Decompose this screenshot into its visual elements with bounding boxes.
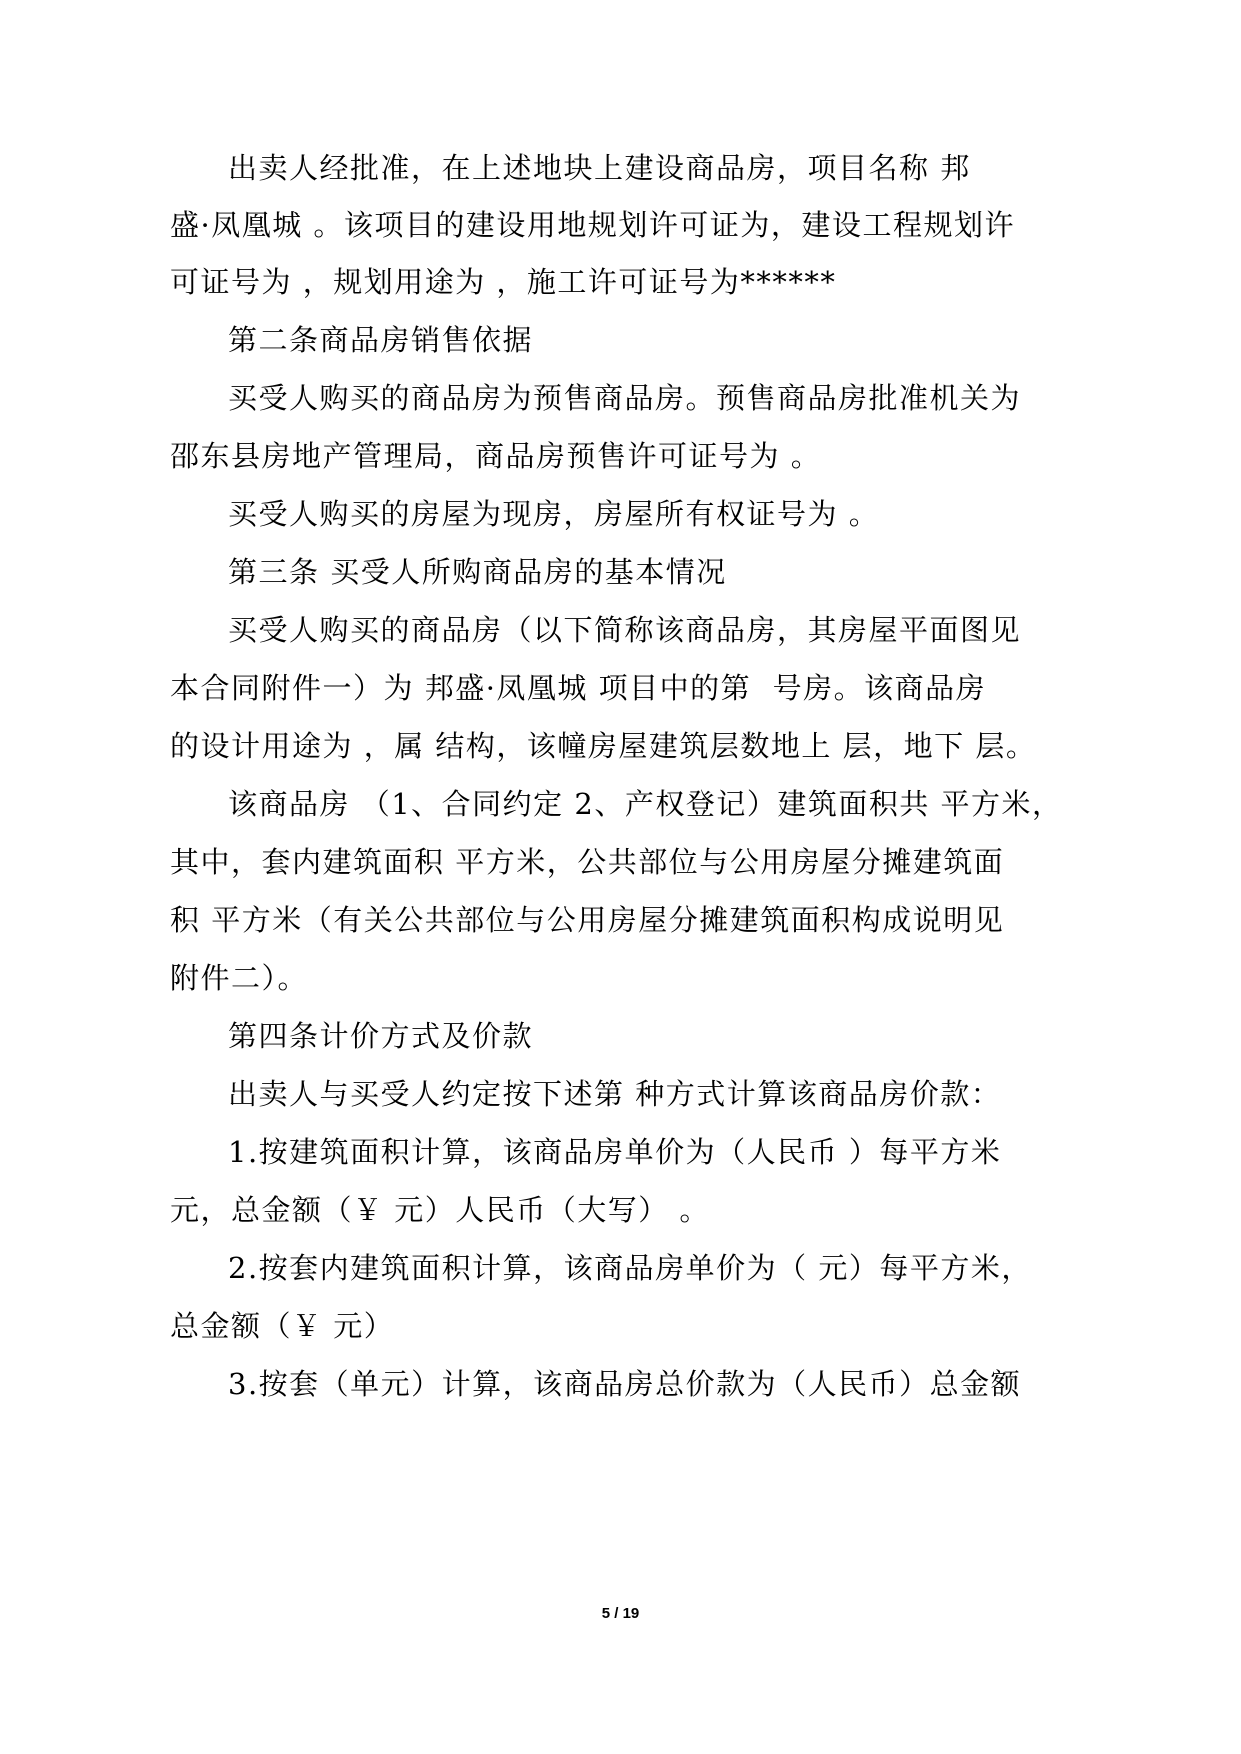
text-line: 本合同附件一）为 邦盛·凤凰城 项目中的第 号房。该商品房 [170, 671, 987, 705]
text-line: 其中，套内建筑面积 平方米，公共部位与公用房屋分摊建筑面 [170, 845, 1005, 879]
text-line: 的设计用途为 ，属 结构，该幢房屋建筑层数地上 层，地下 层。 [170, 729, 1037, 763]
text-line: 元，总金额（￥ 元）人民币（大写） 。 [170, 1193, 710, 1227]
text-line: 可证号为 ，规划用途为 ，施工许可证号为****** [170, 265, 837, 299]
text-line: 附件二）。 [170, 961, 309, 995]
text-line: 总金额（￥ 元） [170, 1309, 395, 1343]
text-line: 邵东县房地产管理局，商品房预售许可证号为 。 [170, 439, 822, 473]
section-heading: 第四条计价方式及价款 [228, 1019, 534, 1053]
page-number: 5 / 19 [601, 1605, 640, 1622]
section-heading: 第二条商品房销售依据 [228, 323, 534, 357]
section-heading: 第三条 买受人所购商品房的基本情况 [228, 555, 727, 589]
text-line: 盛·凤凰城 。该项目的建设用地规划许可证为，建设工程规划许 [170, 208, 1015, 242]
text-line: 3.按套（单元）计算，该商品房总价款为（人民币）总金额 [228, 1367, 1022, 1401]
text-line: 出卖人经批准，在上述地块上建设商品房，项目名称 邦 [228, 151, 971, 185]
text-line: 买受人购买的商品房为预售商品房。预售商品房批准机关为 [228, 381, 1022, 415]
text-line: 买受人购买的商品房（以下简称该商品房，其房屋平面图见 [228, 613, 1022, 647]
text-line: 该商品房 （1、合同约定 2、产权登记）建筑面积共 平方米， [228, 787, 1063, 821]
text-line: 1.按建筑面积计算，该商品房单价为（人民币 ）每平方米 [228, 1135, 1002, 1169]
text-line: 2.按套内建筑面积计算，该商品房单价为（ 元）每平方米， [228, 1251, 1032, 1285]
text-line: 积 平方米（有关公共部位与公用房屋分摊建筑面积构成说明见 [170, 903, 1005, 937]
text-line: 出卖人与买受人约定按下述第 种方式计算该商品房价款： [228, 1077, 1002, 1111]
text-line: 买受人购买的房屋为现房，房屋所有权证号为 。 [228, 497, 880, 531]
